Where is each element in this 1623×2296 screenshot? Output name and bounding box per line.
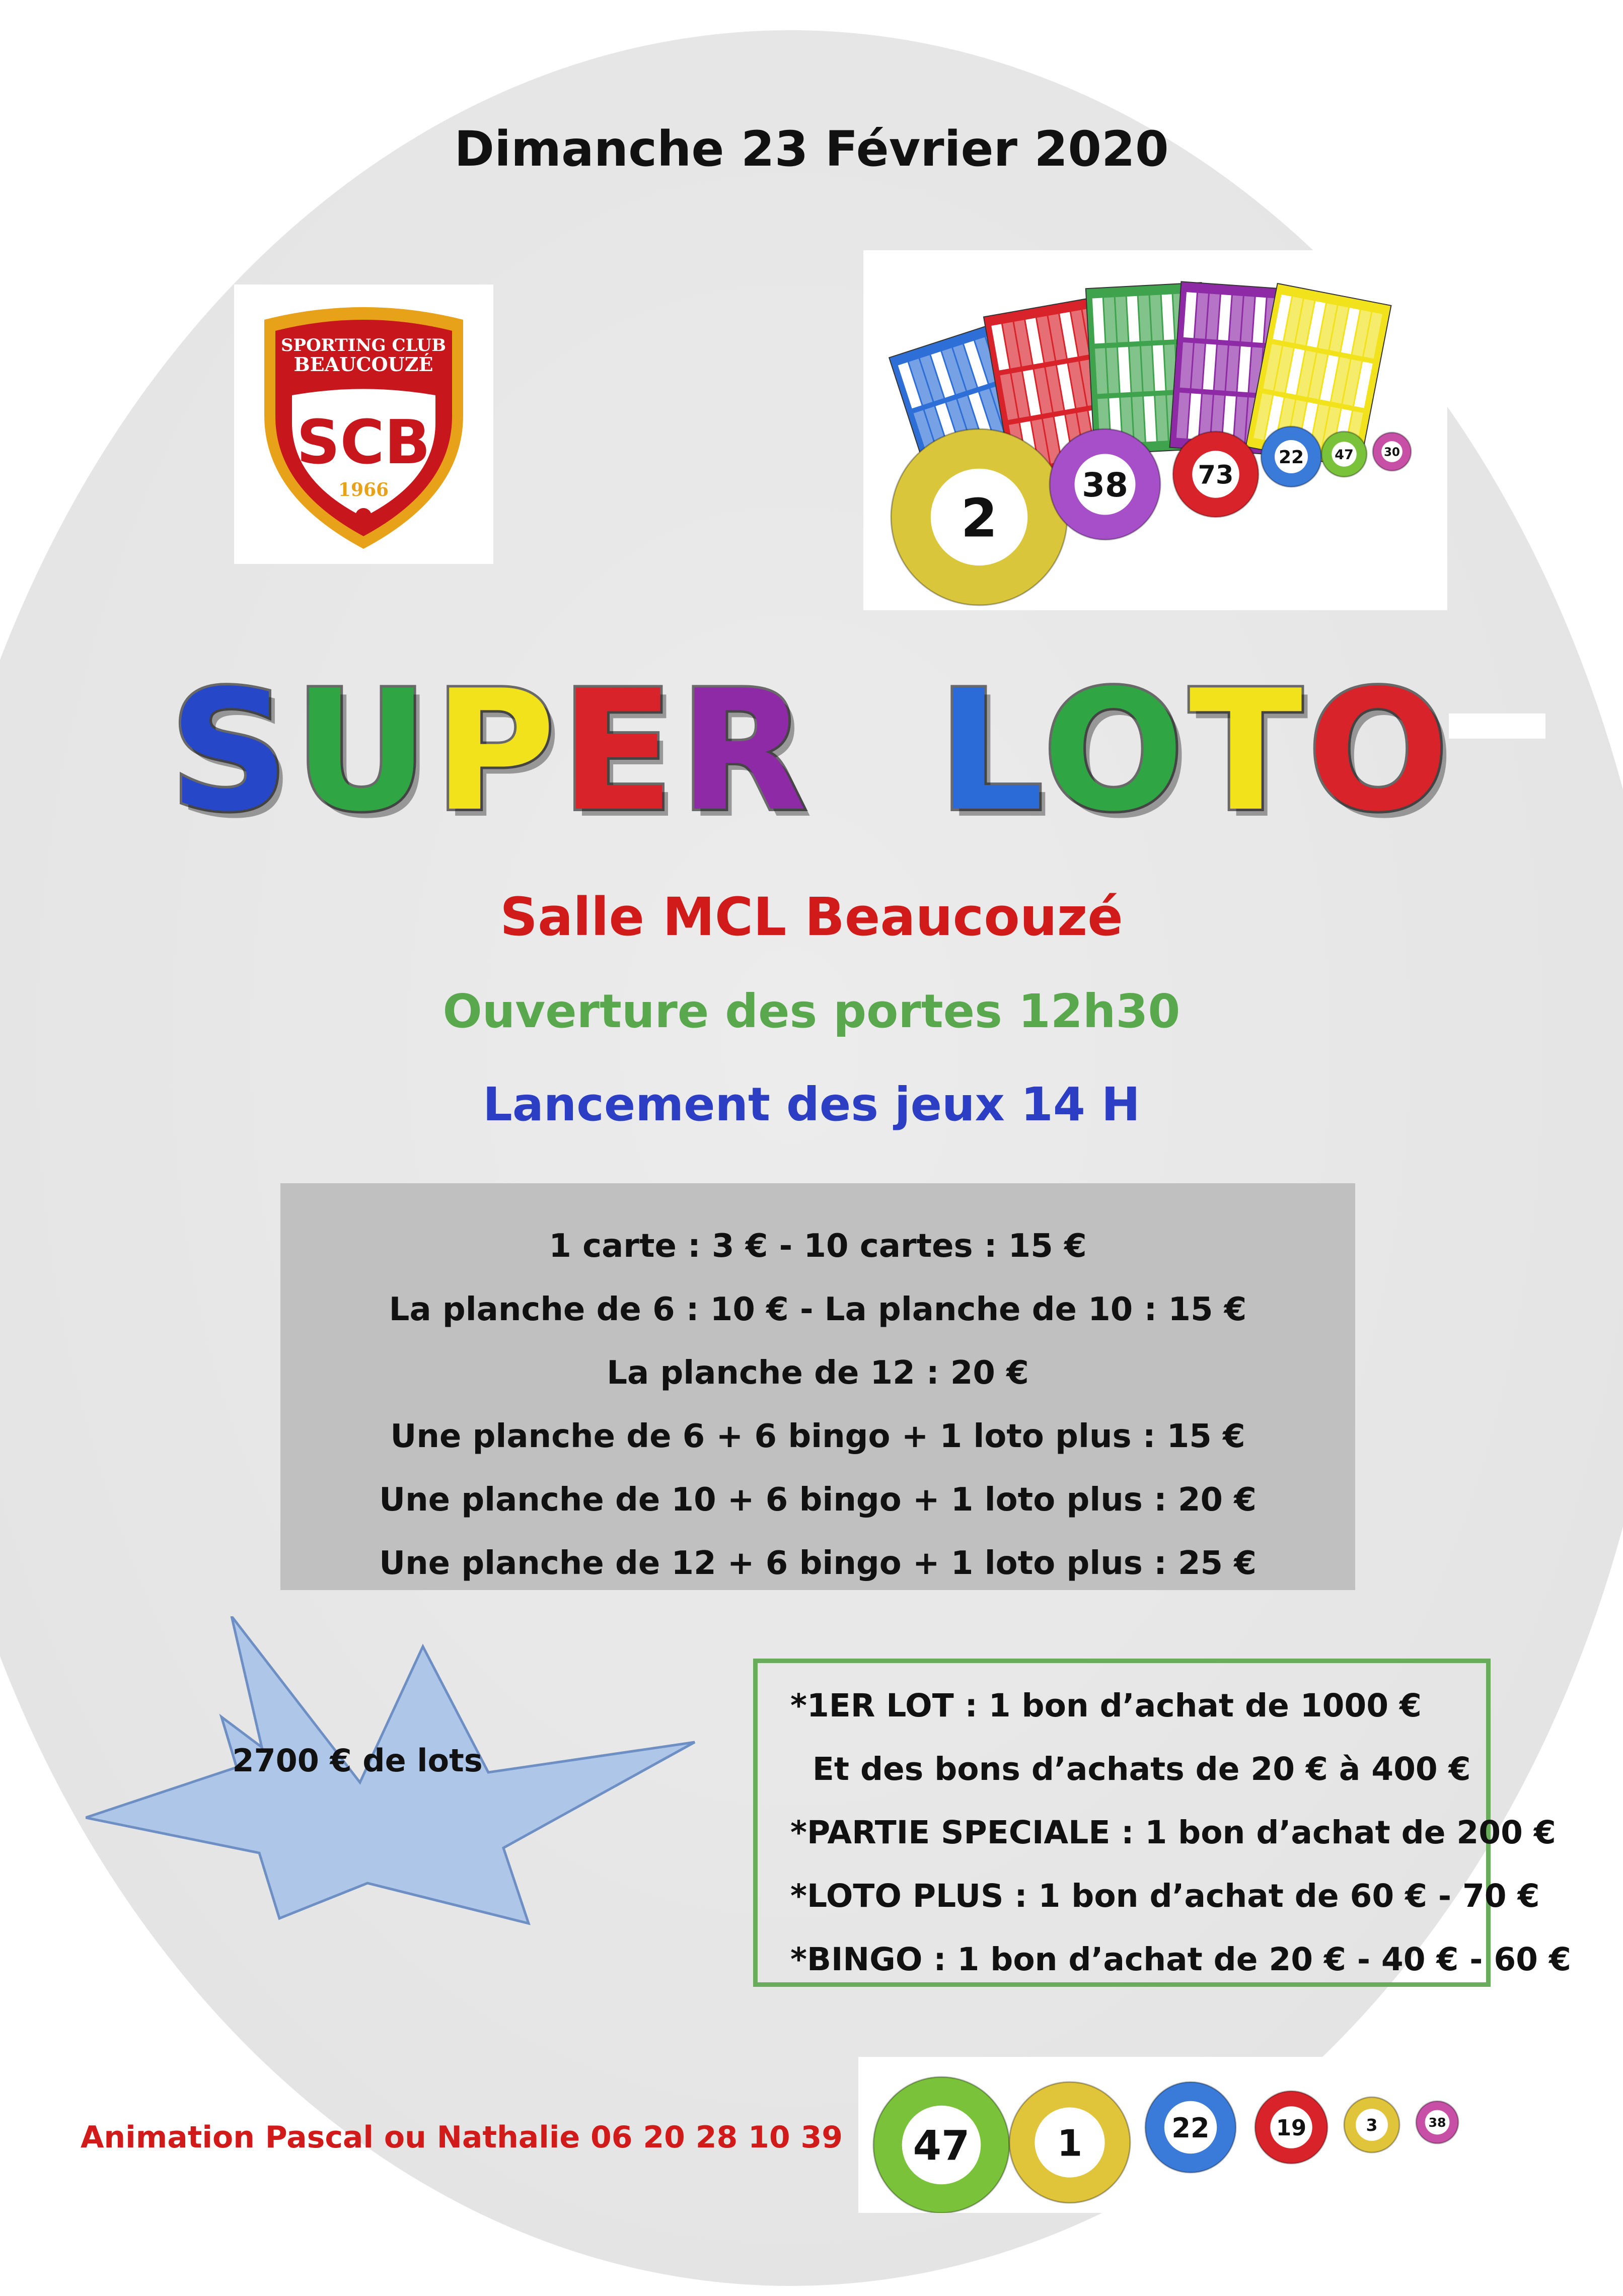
bingo-ball — [1145, 2082, 1236, 2173]
bingo-ball — [1009, 2082, 1130, 2203]
ball-number: 22 — [1171, 2112, 1210, 2144]
title-letter: U — [293, 655, 434, 848]
title-letter: S — [169, 655, 294, 848]
super-loto-title — [0, 655, 1623, 848]
bingo-ball — [1373, 433, 1411, 471]
price-line: La planche de 6 : 10 € - La planche de 10 : 15 € — [389, 1291, 1247, 1328]
games-start: Lancement des jeux 14 H — [483, 1078, 1140, 1131]
bingo-cards-and-balls — [863, 250, 1447, 610]
bingo-ball — [1344, 2097, 1399, 2152]
football-icon — [355, 508, 372, 524]
ball-number: 38 — [1428, 2115, 1446, 2130]
price-line: Une planche de 6 + 6 bingo + 1 loto plus : 15 € — [390, 1418, 1245, 1455]
title-letter: P — [433, 655, 561, 848]
bingo-illustration — [863, 250, 1447, 610]
venue: Salle MCL Beaucouzé — [500, 886, 1123, 948]
ball-number: 2 — [961, 487, 998, 549]
ball-number: 47 — [913, 2122, 970, 2170]
bingo-balls-row — [858, 2057, 1503, 2213]
price-line: Une planche de 12 + 6 bingo + 1 loto plus : 25 € — [379, 1545, 1257, 1582]
logo-text-sporting: SPORTING CLUB — [280, 335, 447, 355]
title-letter: T — [1189, 655, 1308, 848]
prize-line: *BINGO : 1 bon d’achat de 20 € - 40 € - 60 € — [790, 1941, 1571, 1978]
contact-line: Animation Pascal ou Nathalie 06 20 28 10 39 — [81, 2120, 843, 2155]
ball-number: 3 — [1366, 2115, 1378, 2135]
logo-initials: SCB — [297, 408, 430, 478]
bingo-ball — [873, 2077, 1009, 2213]
title-space — [812, 655, 938, 848]
logo-text-beaucouze: BEAUCOUZÉ — [293, 353, 433, 376]
logo-year: 1966 — [338, 479, 389, 500]
ball-number: 19 — [1276, 2115, 1307, 2141]
doors-opening: Ouverture des portes 12h30 — [442, 984, 1181, 1038]
prize-line: *1ER LOT : 1 bon d’achat de 1000 € — [790, 1687, 1422, 1724]
ball-number: 38 — [1082, 466, 1128, 505]
bingo-ball — [1261, 426, 1321, 487]
title-letter: O — [1043, 655, 1190, 848]
ball-number: 73 — [1198, 460, 1234, 490]
bingo-ball — [1416, 2101, 1458, 2143]
price-line: Une planche de 10 + 6 bingo + 1 loto plus : 20 € — [379, 1481, 1257, 1519]
price-line: 1 carte : 3 € - 10 cartes : 15 € — [549, 1228, 1087, 1265]
ball-number: 47 — [1335, 447, 1354, 463]
title-letter: R — [679, 655, 813, 848]
bingo-ball — [1255, 2091, 1327, 2164]
ball-number: 30 — [1384, 446, 1400, 459]
price-box — [280, 1183, 1355, 1590]
bingo-ball — [891, 429, 1067, 605]
price-line: La planche de 12 : 20 € — [607, 1354, 1029, 1392]
ball-number: 22 — [1278, 447, 1304, 468]
prizes-box — [753, 1659, 1571, 1987]
bingo-ball — [1321, 432, 1367, 477]
prize-line: *LOTO PLUS : 1 bon d’achat de 60 € - 70 € — [790, 1878, 1540, 1914]
bingo-ball — [1173, 432, 1259, 517]
ball-number: 1 — [1057, 2122, 1083, 2165]
club-logo — [234, 284, 493, 564]
bottom-balls-illustration — [858, 2057, 1503, 2213]
bingo-ball — [1050, 429, 1160, 540]
prize-line: *PARTIE SPECIALE : 1 bon d’achat de 200 € — [790, 1814, 1556, 1851]
event-date: Dimanche 23 Février 2020 — [454, 121, 1169, 177]
total-prizes-label: 2700 € de lots — [232, 1742, 483, 1779]
title-letter: O — [1307, 655, 1454, 848]
title-letter: E — [560, 655, 680, 848]
title-letter: L — [938, 655, 1043, 848]
prize-line: Et des bons d’achats de 20 € à 400 € — [790, 1751, 1471, 1787]
